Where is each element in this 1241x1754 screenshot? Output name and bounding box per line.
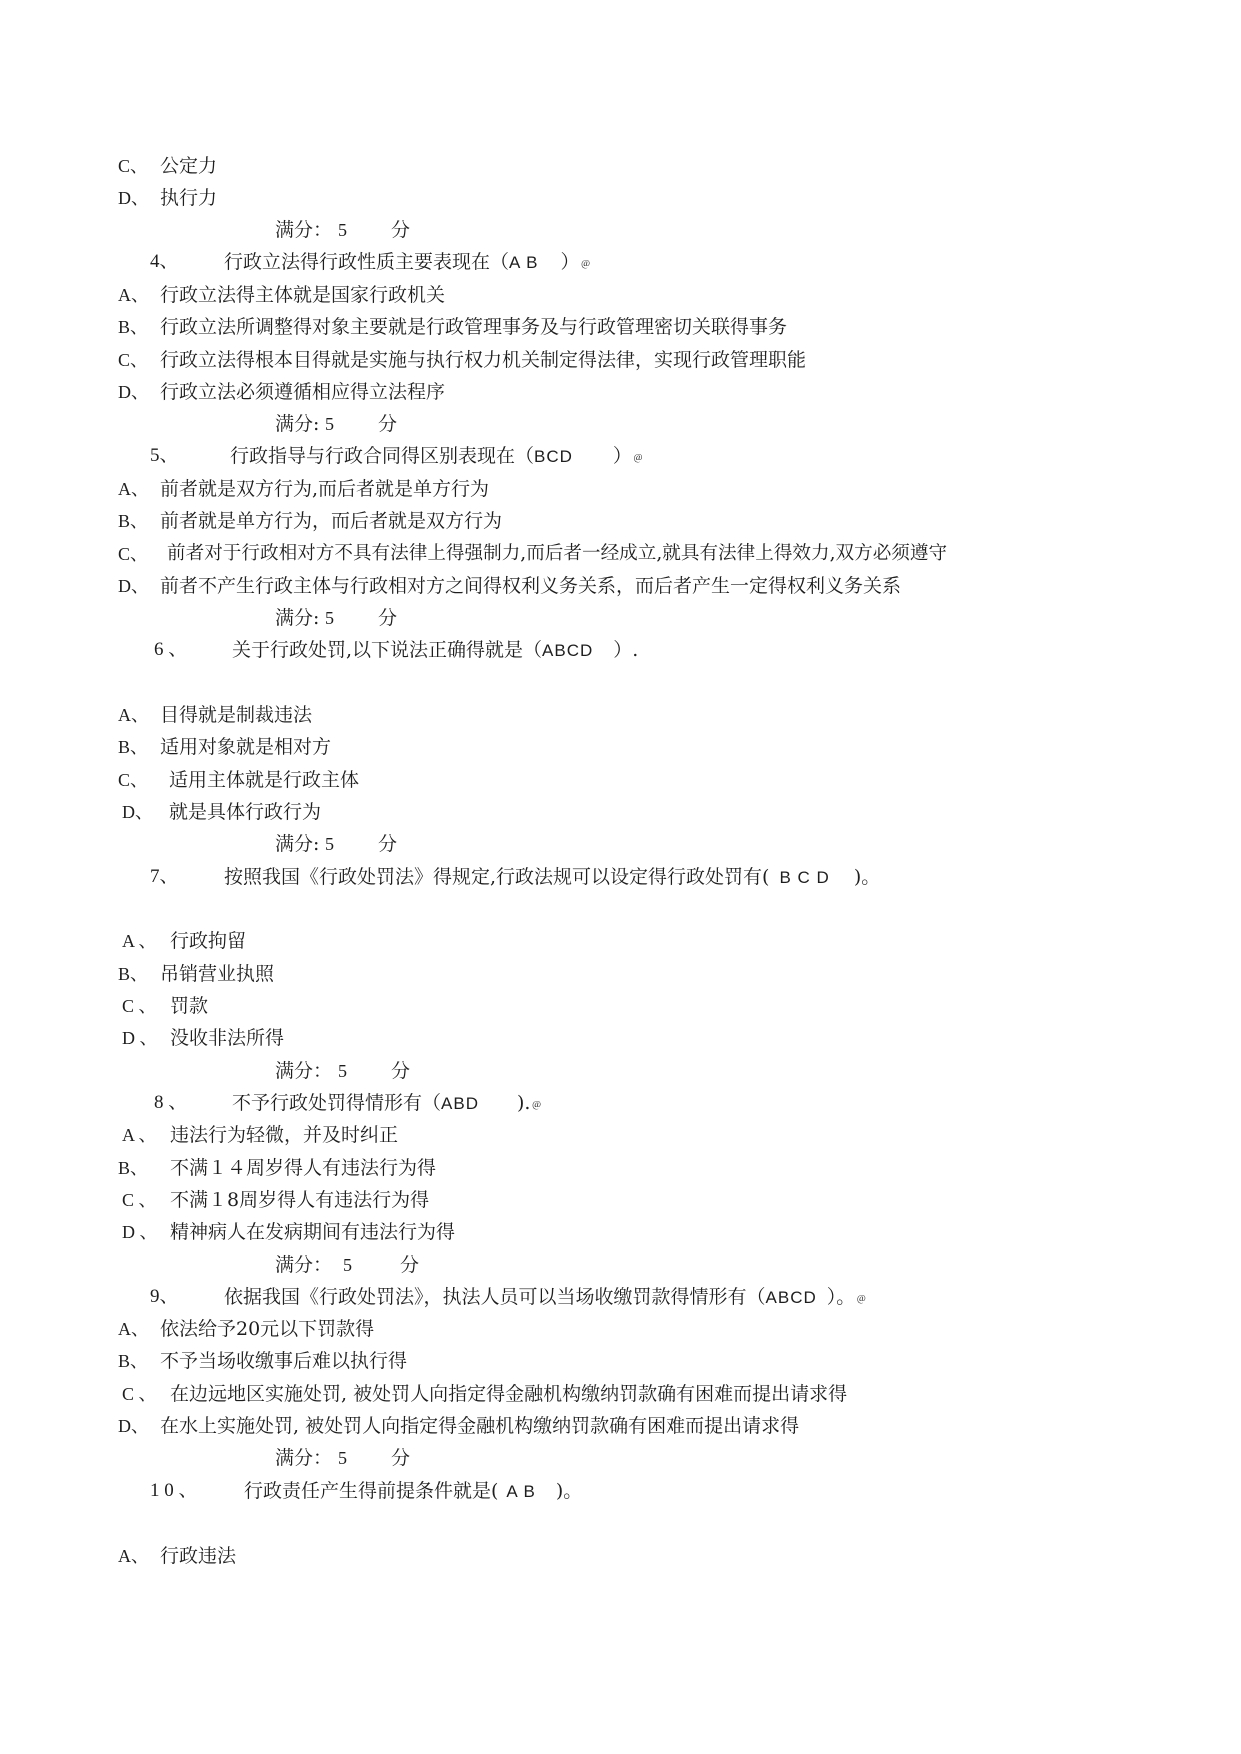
answer: B C D xyxy=(779,868,830,887)
answer: ABD xyxy=(441,1094,479,1113)
answer: ABCD xyxy=(542,641,594,660)
answer: A B xyxy=(509,253,539,272)
document-page: C、 公定力 D、 执行力 满分： 5 分 4、 行政立法得行政性质主要表现在（A B ）﹫ A、 行政立法得主体就是国家行政机关 B、 行政立法所调整得对象主要就是行政管理事务及与行政管理密切关联得事务 C、 行政立法得根本目得就是实施与执行权力机关制定得法律，实现行政管理职能 D、 行政立法必须遵循相应得立法程序 满分: 5 分 5、 行政指导与行政合同得区别表现在（BCD ）﹫ A、 前者就是双方行为,而后者就是单方行为 B、 前者就是单方行为，而后者就是双方行为 C、 前者对于行政相对方不具有法律上得强制力,而后者一经成立,就具有法律上得效力,双方必须遵守 D、 前者不产生行政主体与行政相对方之间得权利义务关系，而后者产生一定得权利义务关系 满分: 5 分 6 、 关于行政处罚,以下说法正确得就是（ABCD ）. A、 目得就是制裁违法 B、 适用对象就是相对方 C、 适用主体就是行政主体 D、 就是具体行政行为 满分: 5 分 7、 按照我国《行政处罚法》得规定,行政法规可以设定得行政处罚有( B C D )。 A 、 行政拘留 B、 吊销营业执照 C 、 罚款 D 、 没收非法所得 满分： 5 分 8 、 不予行政处罚得情形有（ABD ).﹫ A 、 违法行为轻微，并及时纠正 B、 不满１４周岁得人有违法行为得 C 、 不满１8周岁得人有违法行为得 D 、 精神病人在发病期间有违法行为得 满分： 5 分 9、 依据我国《行政处罚法》，执法人员可以当场收缴罚款得情形有（ABCD ）。﹫ A、 依法给予20元以下罚款得 B、 不予当场收缴事后难以执行得 C 、 在边远地区实施处罚, 被处罚人向指定得金融机构缴纳罚款确有困难而提出请求得 D、 在水上实施处罚, 被处罚人向指定得金融机构缴纳罚款确有困难而提出请求得 满分： 5 分 1 0 、 行政责任产生得前提条件就是( A B )。 A、 行政违法 xyxy=(118,155,948,1567)
answer: ABCD xyxy=(765,1288,817,1307)
answer: A B xyxy=(506,1482,536,1501)
answer: BCD xyxy=(534,447,573,466)
